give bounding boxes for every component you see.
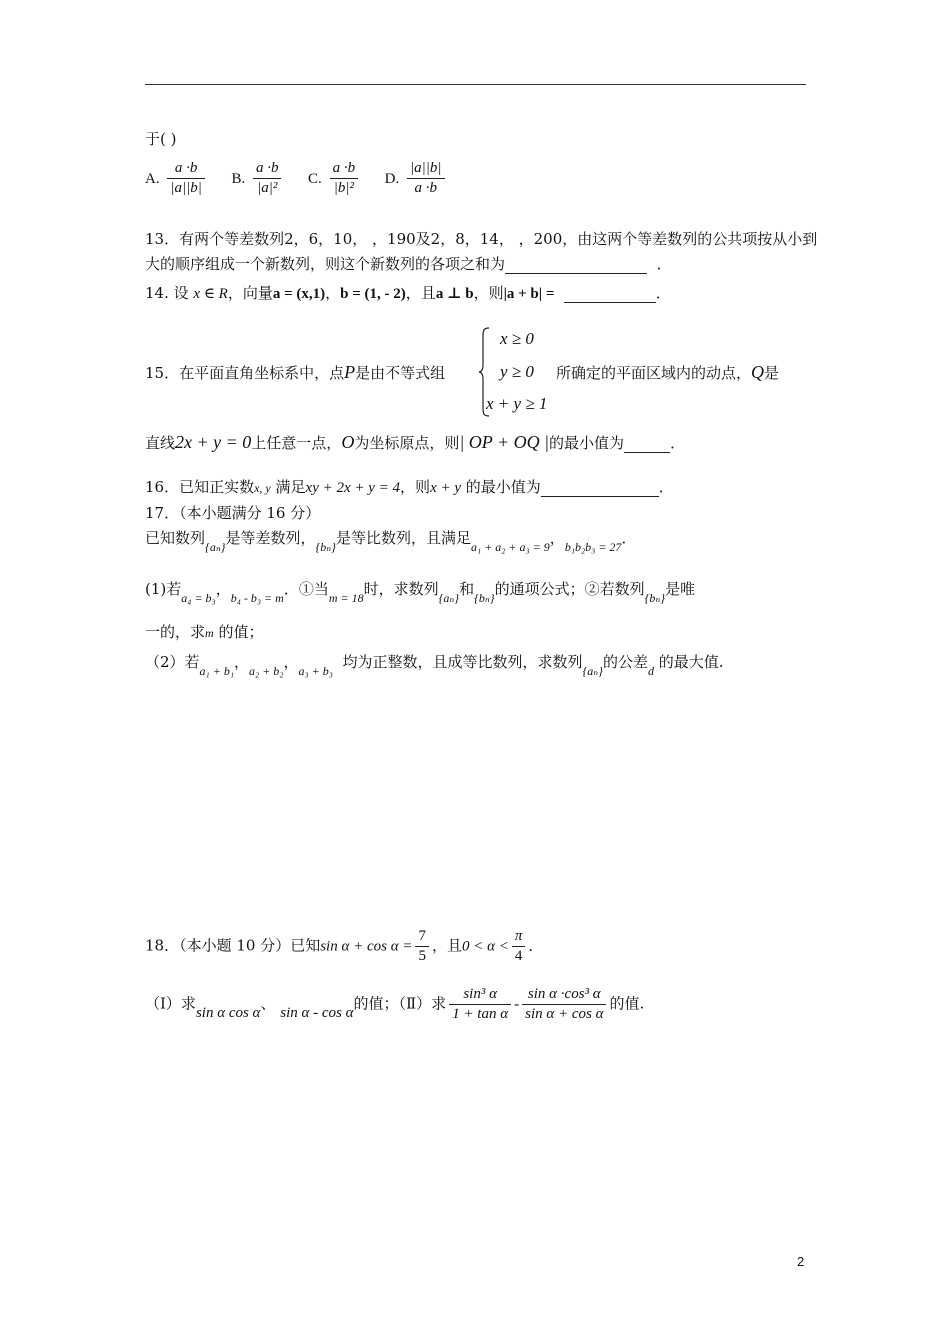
q17-line3: 一的，求m 的值； [145,623,264,641]
page-number: 2 [797,1254,805,1269]
q17-line4: （2）若$_{a_1 + b_1}$，$_{a_2 + b_2}$，$_{a_3 + b_3}$ 均为正整数，且成等比数列，求数列$_{\{a_n\}}$的公差$_d$ 的最大值. [145,653,724,678]
q14-answer-blank[interactable] [564,284,656,303]
q14-line: 14. 设 x ∈ R，向量a = (x,1)，b = (1, - 2)，且a ⊥ b，则|a + b| = ． [145,284,671,302]
q13-answer-blank[interactable] [505,255,647,274]
q15-line2: 直线2x + y = 0上任意一点，O为坐标原点，则| OP + OQ |的最小值为 ． [145,432,686,452]
q16-answer-blank[interactable] [541,478,659,497]
q13-line1: 13．有两个等差数列2，6，10， ，190及2，8，14， ，200，由这两个等差数列的公共项按从小到 [145,230,818,248]
q12-option-b[interactable]: B. $\frac{a \cdot b}{\text{|a|²}}$ [231,169,289,187]
q15-line1-tail: 所确定的平面区域内的动点，Q是 [556,362,780,382]
q12-option-c[interactable]: C. $\frac{a \cdot b}{\text{|b|²}}$ [308,169,366,187]
q16-line: 16．已知正实数x, y 满足xy + 2x + y = 4，则x + y 的最小值为 ． [145,478,674,496]
q12-prefix: 于( ) [145,130,177,148]
q12-option-d[interactable]: D. $\frac{|a||b|}{a \cdot b}$ [385,169,448,187]
q12-option-a[interactable]: A. $\frac{a \cdot b}{|a||b|}$ [145,169,213,187]
q12-options [145,160,448,197]
q17-header: 17．（本小题满分 16 分） [145,504,321,522]
q18-line2: （Ⅰ）求sin α cos α、 sin α - cos α的值；（Ⅱ）求 $\frac{\text{sin³ α}}{\text{1 + tan α}}$ - $\frac{\text{sin α ·cos³ α}}{\text{sin α + cos α}}$ 的值. [145,986,645,1022]
q15-answer-blank[interactable] [624,434,670,453]
q17-line2: (1)若$_{a_4 = b_3}$，$_{b_4 - b_3 = m}$．①当$_{m = 18}$时，求数列$_{\{a_n\}}$和$_{\{b_n\}}$的通项公式；②若数列$_{\{b_n\}}$是唯 [145,580,696,605]
q15-line1: 15．在平面直角坐标系中，点P是由不等式组 [145,362,446,382]
q17-line1: 已知数列$_{\{a_n\}}$是等差数列，$_{\{b_n\}}$是等比数列，且满足$_{a_1 + a_2 + a_3 = 9}$，$_{b_1b_2b_3 = 27}$． [145,529,637,554]
q15-inequality-system: x ≥ 0 y ≥ 0 x + y ≥ 1 [478,327,558,417]
q18-line1: 18．（本小题 10 分）已知sin α + cos α = $\frac{7}{5}$ ，且0 < α < $\frac{\pi}{4}$ ． [145,928,544,964]
header-rule [145,84,806,85]
q13-line2: 大的顺序组成一个新数列，则这个新数列的各项之和为 ． [145,255,672,273]
